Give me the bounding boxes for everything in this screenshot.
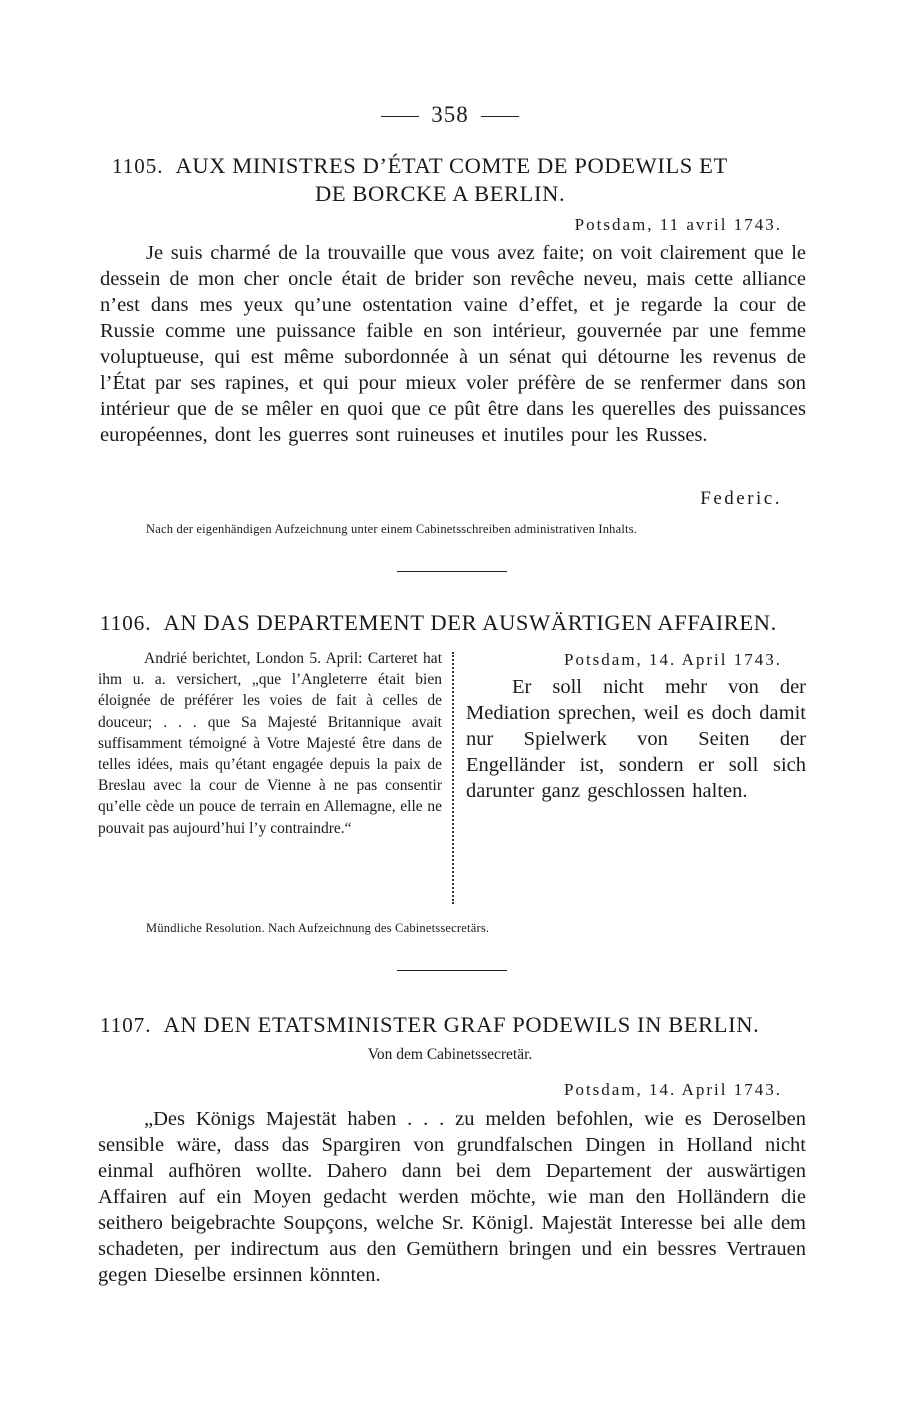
section-1106-title: AN DAS DEPARTEMENT DER AUSWÄRTIGEN AFFAIREN. [163,610,777,635]
section-1106-source-note: Mündliche Resolution. Nach Aufzeichnung des Cabinetssecretärs. [146,921,490,935]
section-divider-rule-2 [397,970,507,971]
section-1106-heading [100,609,820,637]
page-number-dash-right [481,116,519,117]
section-divider-rule [397,571,507,572]
section-1107-title: AN DEN ETATSMINISTER GRAF PODEWILS IN BERLIN. [163,1012,760,1037]
section-1105-source-note: Nach der eigenhändigen Aufzeichnung unter einem Cabinetsschreiben administrativen Inhalts. [146,522,638,536]
section-1105-title-line2: DE BORCKE A BERLIN. [315,181,566,206]
section-1105-number: 1105. [112,154,164,178]
page-number-dash-left [381,116,419,117]
section-1105-heading [112,152,812,207]
section-1107-subtitle: Von dem Cabinetssecretär. [367,1046,533,1063]
section-1106-number: 1106. [100,611,152,635]
section-1106-left-column: Andrié berichtet, London 5. April: Carteret hat ihm u. a. versichert, „que l’Angleterre était bien éloignée de préférer les voies de fait à celles de douceur; . . . que Sa Majesté Britannique avait suffisamment témoigné à Votre Majesté être dans de telles idées, mais qu’étant engagée depuis la paix de Breslau avec la cour de Vienne à ne pas consentir qu’elle cède un pouce de terrain en Allemagne, elle ne pouvait pas aujourd’hui l’y contraindre.“ [98,650,442,837]
section-1107-number: 1107. [100,1013,152,1037]
section-1105-title-line1: AUX MINISTRES D’ÉTAT COMTE DE PODEWILS ET [175,153,728,178]
section-1106-right-column: Er soll nicht mehr von der Mediation sprechen, weil es doch damit nur Spielwerk von Seiten der Engelländer ist, sondern er soll sich darunter ganz geschlossen halten. [466,676,806,802]
section-1105-body: Je suis charmé de la trouvaille que vous avez faite; on voit clairement que le dessein de mon cher oncle était de brider son revêche neveu, mais cette alliance n’est dans mes yeux qu’une ostentation vaine d’effet, et je regarde la cour de Russie comme une puissance faible en son intérieur, gouvernée par une femme voluptueuse, qui est même subordonnée à un sénat qui détourne les revenus de l’État par ses rapines, et qui pour mieux voler préfère de se renfermer dans son intérieur que de se mêler en quoi que ce pût être dans les querelles des puissances européennes, dont les guerres sont ruineuses et inutiles pour les Russes. [100,242,806,446]
page-number: 358 [431,102,469,127]
section-1107-dateline: Potsdam, 14. April 1743. [563,1080,782,1099]
section-1107-heading [100,1011,820,1039]
section-1105-dateline: Potsdam, 11 avril 1743. [574,215,782,234]
section-1106-dateline: Potsdam, 14. April 1743. [563,650,782,669]
page-number-row [0,102,900,128]
section-1107-body: „Des Königs Majestät haben . . . zu melden befohlen, wie es Deroselben sensible wäre, dass das Spargiren von grundfalschen Dingen in Holland nicht einmal aufhören wollte. Dahero dann bei dem Departement der auswärtigen Affairen auf ein Moyen gedacht werden möchte, wie man den Holländern die seithero beigebrachte Soupçons, welche Sr. Königl. Majestät Interesse bei alle dem schadeten, per indirectum aus den Gemüthern bringen und ein bessres Vertrauen gegen Dieselbe ersinnen könnten. [98,1108,806,1286]
section-1105-signature: Federic. [700,488,782,509]
column-divider [452,652,454,904]
